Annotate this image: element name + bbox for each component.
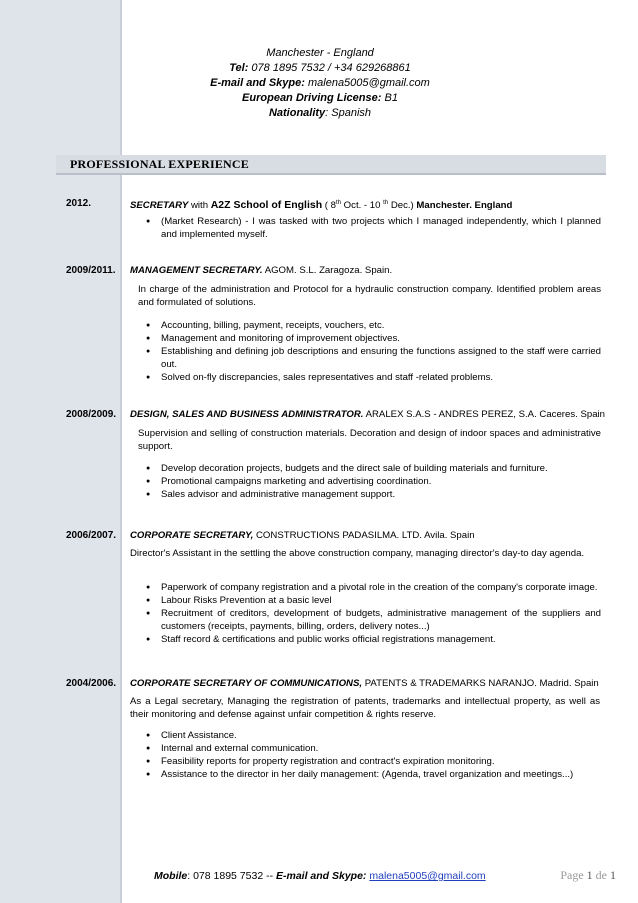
footer-mobile-label: Mobile xyxy=(154,870,188,882)
entry-bullet-list xyxy=(146,729,601,781)
entry-period-sup: th xyxy=(383,200,389,206)
entry-description: Director's Assistant in the settling the above construction company, managing director's day-to day agenda. xyxy=(130,548,585,559)
location-line: Manchester - England xyxy=(266,47,374,59)
bullet-item: ● Sales advisor and administrative management support. xyxy=(146,488,601,501)
entry-description: Supervision and selling of construction materials. Decoration and design of indoor spaces and administrative support. xyxy=(138,428,601,452)
bullet-item: ● Establishing and defining job descriptions and ensuring the functions assigned to the staff were carried out. xyxy=(146,345,601,371)
contact-header xyxy=(150,46,490,121)
entry-title xyxy=(130,197,610,212)
entry-title xyxy=(130,408,610,421)
entry-company: PATENTS & TRADEMARKS NARANJO. Madrid. Spain xyxy=(362,678,599,689)
bullet-item: ● Internal and external communication. xyxy=(146,742,601,755)
bullet-item: ● Staff record & certifications and public works official registrations management. xyxy=(146,633,601,646)
entry-date: 2004/2006. xyxy=(66,678,117,689)
nationality-line xyxy=(150,106,490,121)
page-number xyxy=(560,868,616,883)
phone-line xyxy=(150,61,490,76)
email-label: E-mail and Skype: xyxy=(210,77,305,89)
entry-date: 2009/2011. xyxy=(66,265,116,276)
entry-description: In charge of the administration and Protocol for a hydraulic construction company. Identified problem areas and formulated of solutions. xyxy=(138,284,601,308)
footer-email-link[interactable]: malena5005@gmail.com xyxy=(369,870,486,882)
entry-company: AGOM. S.L. Zaragoza. Spain. xyxy=(262,265,393,276)
email-value: malena5005@gmail.com xyxy=(307,77,430,89)
email-line xyxy=(150,76,490,91)
page-total: 1 xyxy=(610,868,616,882)
entry-role: MANAGEMENT SECRETARY. xyxy=(130,265,263,276)
bullet-item: ● Recruitment of creditors, development of budgets, administrative management of the suppliers and customers (receipts, payments, billing, orders, delivery notes...) xyxy=(146,607,601,633)
nationality-label: Nationality xyxy=(268,107,326,119)
entry-description: As a Legal secretary, Managing the registration of patents, trademarks and intellectual property, as well as their monitoring and defense against unfair competition & rights reserve. xyxy=(130,696,600,720)
bullet-item: ● Labour Risks Prevention at a basic level xyxy=(146,594,601,607)
license-line xyxy=(150,91,490,106)
entry-with: with xyxy=(188,200,211,212)
entry-location: Manchester. England xyxy=(416,200,513,212)
bullet-item: ● Feasibility reports for property registration and contract's expiration monitoring. xyxy=(146,755,601,768)
entry-bullet-list xyxy=(146,215,601,241)
entry-title xyxy=(130,264,610,277)
entry-role: SECRETARY xyxy=(130,200,189,212)
bullet-item: ● (Market Research) - I was tasked with two projects which I managed independently, which I planned and implemented myself. xyxy=(146,215,601,241)
entry-date: 2006/2007. xyxy=(66,530,117,541)
section-title: PROFESSIONAL EXPERIENCE xyxy=(70,157,249,171)
entry-date: 2012. xyxy=(66,198,92,209)
entry-bullet-list xyxy=(146,581,601,646)
entry-role: CORPORATE SECRETARY OF COMMUNICATIONS, xyxy=(130,678,363,689)
page-footer xyxy=(154,870,486,882)
sidebar-divider xyxy=(120,0,122,903)
entry-period-end: Dec.) xyxy=(388,200,417,212)
license-value: B1 xyxy=(384,92,398,104)
nationality-value: : Spanish xyxy=(325,107,372,119)
bullet-item: ● Solved on-fly discrepancies, sales representatives and staff -related problems. xyxy=(146,371,601,384)
entry-period-sup: th xyxy=(336,200,342,206)
entry-title xyxy=(130,529,610,542)
entry-period-start: ( 8 xyxy=(322,200,336,212)
bullet-item: ● Assistance to the director in her daily management: (Agenda, travel organization and meetings...) xyxy=(146,768,601,781)
entry-bullet-list xyxy=(146,319,601,384)
license-label: European Driving License: xyxy=(242,92,382,104)
footer-mobile-value: : 078 1895 7532 -- xyxy=(187,870,276,882)
footer-email-label: E-mail and Skype: xyxy=(275,870,367,882)
phone-label: Tel: xyxy=(229,62,249,74)
entry-title xyxy=(130,677,610,690)
page-word: Page xyxy=(560,868,587,882)
entry-company: ARALEX S.A.S - ANDRES PEREZ, S.A. Caceres. Spain xyxy=(363,409,606,420)
bullet-item: ● Develop decoration projects, budgets and the direct sale of building materials and furniture. xyxy=(146,462,601,475)
bullet-item: ● Accounting, billing, payment, receipts, vouchers, etc. xyxy=(146,319,601,332)
page-of: de xyxy=(592,868,610,882)
bullet-item: ● Promotional campaigns marketing and advertising coordination. xyxy=(146,475,601,488)
entry-company: CONSTRUCTIONS PADASILMA. LTD. Avila. Spain xyxy=(253,530,475,541)
left-sidebar-band xyxy=(0,0,122,903)
entry-company: A2Z School of English xyxy=(210,199,323,212)
page-current: 1 xyxy=(586,868,593,882)
bullet-item: ● Management and monitoring of improvement objectives. xyxy=(146,332,601,345)
entry-role: CORPORATE SECRETARY, xyxy=(130,530,254,541)
entry-bullet-list xyxy=(146,462,601,501)
entry-role: DESIGN, SALES AND BUSINESS ADMINISTRATOR. xyxy=(130,409,364,420)
bullet-item: ● Client Assistance. xyxy=(146,729,601,742)
entry-date: 2008/2009. xyxy=(66,409,117,420)
phone-value: 078 1895 7532 / +34 629268861 xyxy=(251,62,411,74)
entry-period-mid: Oct. - 10 xyxy=(341,200,384,212)
bullet-item: ● Paperwork of company registration and a pivotal role in the creation of the company's corporate image. xyxy=(146,581,601,594)
